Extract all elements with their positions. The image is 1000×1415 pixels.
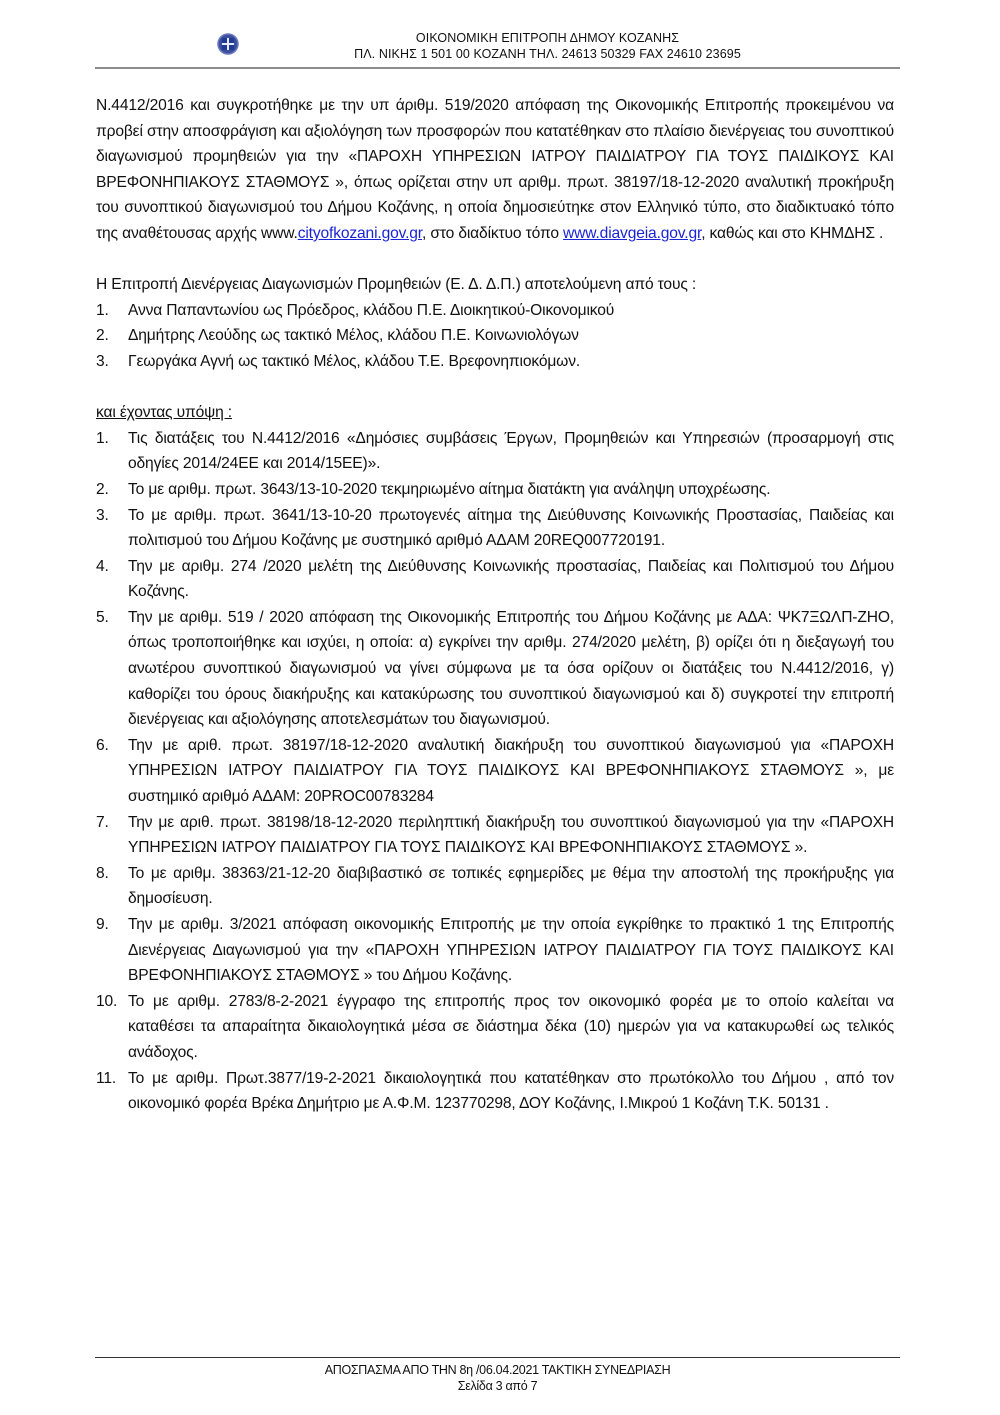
list-number: 5. — [96, 608, 109, 626]
member-text: Γεωργάκα Αγνή ως τακτικό Μέλος, κλάδου Τ.Ε. Βρεφονηπιοκόμων. — [128, 352, 581, 370]
list-number: 4. — [96, 557, 109, 575]
consideration-item — [96, 426, 894, 477]
list-number: 9. — [96, 916, 109, 933]
intro-text: Ν.4412/2016 και συγκροτήθηκε με την υπ άριθμ. 519/2020 απόφαση της Οικονομικής Επιτροπής προκειμένου να προβεί στην αποσφράγιση και αξιολόγηση των προσφορών που κατατέθηκαν στο πλαίσιο διενέργειας του συνοπτικού διαγωνισμού προμηθειών για την «ΠΑΡΟΧΗ ΥΠΗΡΕΣΙΩΝ ΙΑΤΡΟΥ ΠΑΙΔΙΑΤΡΟΥ ΓΙΑ ΤΟΥΣ ΠΑΙΔΙΚΟΥΣ ΚΑΙ ΒΡΕΦΟΝΗΠΙΑΚΟΥΣ ΣΤΑΘΜΟΥΣ », όπως ορίζεται στην υπ αριθμ. πρωτ. 38197/18-12-2020 αναλυτική προκήρυξη του συνοπτικού διαγωνισμού του Δήμου Κοζάνης, η οποία δημοσιεύτηκε στον Ελληνικό τύπο, στο διαδικτυακό τόπο της αναθέτουσας αρχής www. — [96, 97, 894, 242]
committee-member — [96, 349, 894, 375]
item-text: Το με αριθμ. 38363/21-12-20 διαβιβαστικό σε τοπικές εφημερίδες με θέμα την αποστολή της προκήρυξης για δημοσίευση. — [128, 864, 894, 908]
consideration-item — [96, 912, 894, 989]
list-number: 2. — [96, 327, 109, 345]
consideration-item — [96, 810, 894, 861]
item-text: Το με αριθμ. 2783/8-2-2021 έγγραφο της επιτροπής προς τον οικονομικό φορέα με το οποίο καλείται να καταθέσει τα απαραίτητα δικαιολογητικά μέσα σε διάστημα δέκα (10) ημερών για να κατακυρωθεί ως τελικός ανάδοχος. — [128, 992, 894, 1061]
member-text: Αννα Παπαντωνίου ως Πρόεδρος, κλάδου Π.Ε. Διοικητικού-Οικονομικού — [128, 301, 615, 319]
list-number: 3. — [96, 352, 109, 370]
list-number: 3. — [96, 506, 109, 524]
considerations-list — [96, 426, 894, 1117]
item-text: Την με αριθ. πρωτ. 38198/18-12-2020 περιληπτική διακήρυξη του συνοπτικού διαγωνισμού για την «ΠΑΡΟΧΗ ΥΠΗΡΕΣΙΩΝ ΙΑΤΡΟΥ ΠΑΙΔΙΑΤΡΟΥ ΓΙΑ ΤΟΥΣ ΠΑΙΔΙΚΟΥΣ ΚΑΙ ΒΡΕΦΟΝΗΠΙΑΚΟΥΣ ΣΤΑΘΜΟΥΣ ». — [128, 813, 894, 857]
page-footer — [95, 1362, 900, 1394]
item-text: Την με αριθμ. 3/2021 απόφαση οικονομικής Επιτροπής με την οποία εγκρίθηκε το πρακτικό 1 της Επιτροπής Διενέργειας Διαγωνισμού για την «ΠΑΡΟΧΗ ΥΠΗΡΕΣΙΩΝ ΙΑΤΡΟΥ ΠΑΙΔΙΑΤΡΟΥ ΓΙΑ ΤΟΥΣ ΠΑΙΔΙΚΟΥΣ ΚΑΙ ΒΡΕΦΟΝΗΠΙΑΚΟΥΣ ΣΤΑΘΜΟΥΣ » του Δήμου Κοζάνης. — [128, 916, 894, 985]
item-text: Την με αριθμ. 519 / 2020 απόφαση της Οικονομικής Επιτροπής του Δήμου Κοζάνης με ΑΔΑ: ΨΚ7ΞΩΛΠ-ΖΗΟ, όπως τροποποιήθηκε και ισχύει, η οποία: α) εγκρίνει την αριθμ. 274/2020 μελέτη, β) ορίζει ότι η διεξαγωγή του ανωτέρου συνοπτικού διαγωνισμού να γίνει σύμφωνα με τα όσα ορίζουν οι διατάξεις του Ν.4412/2016, γ) καθορίζει του όρους διακήρυξης και κατακύρωσης του συνοπτικού διαγωνισμού και δ) συγκροτεί την επιτροπή διενέργειας και αξιολόγησης αποτελεσμάτων του διαγωνισμού. — [128, 608, 894, 729]
list-number: 1. — [96, 429, 109, 447]
list-number: 6. — [96, 736, 109, 754]
list-number: 7. — [96, 813, 109, 831]
intro-text-end: , καθώς και στο ΚΗΜΔΗΣ . — [701, 224, 884, 242]
consideration-item — [96, 861, 894, 912]
consideration-item — [96, 477, 894, 503]
item-text: Την με αριθμ. 274 /2020 μελέτη της Διεύθυνσης Κοινωνικής προστασίας, Παιδείας και Πολιτισμού του Δήμου Κοζάνης. — [128, 557, 894, 601]
list-number: 1. — [96, 301, 109, 319]
consideration-item — [96, 605, 894, 733]
diavgeia-link[interactable]: www.diavgeia.gov.gr — [563, 224, 702, 242]
committee-heading: Η Επιτροπή Διενέργειας Διαγωνισμών Προμηθειών (Ε. Δ. Δ.Π.) αποτελούμενη από τους : — [96, 276, 697, 294]
item-text: Τις διατάξεις του Ν.4412/2016 «Δημόσιες συμβάσεις Έργων, Προμηθειών και Υπηρεσιών (προσαρμογή στις οδηγίες 2014/24ΕΕ και 2014/15ΕΕ)». — [128, 429, 894, 473]
intro-paragraph — [96, 93, 894, 247]
item-text: Το με αριθμ. πρωτ. 3643/13-10-2020 τεκμηριωμένο αίτημα διατάκτη για ανάληψη υποχρέωσης. — [128, 480, 771, 498]
cityofkozani-link[interactable]: cityofkozani.gov.gr — [297, 224, 422, 242]
footer-session-text: ΑΠΟΣΠΑΣΜΑ ΑΠΟ ΤΗΝ 8η /06.04.2021 ΤΑΚΤΙΚΗ ΣΥΝΕΔΡΙΑΣΗ — [324, 1363, 671, 1377]
organization-title: ΟΙΚΟΝΟΜΙΚΗ ΕΠΙΤΡΟΠΗ ΔΗΜΟΥ ΚΟΖΑΝΗΣ — [415, 31, 680, 45]
document-body — [96, 93, 894, 1117]
committee-members-list — [96, 298, 894, 375]
organization-address: ΠΛ. ΝΙΚΗΣ 1 501 00 ΚΟΖΑΝΗ ΤΗΛ. 24613 50329 FAX 24610 23695 — [354, 47, 741, 61]
letterhead — [95, 27, 900, 69]
consideration-item — [96, 989, 894, 1066]
item-text: Την με αριθ. πρωτ. 38197/18-12-2020 αναλυτική διακήρυξη του συνοπτικού διαγωνισμού για «ΠΑΡΟΧΗ ΥΠΗΡΕΣΙΩΝ ΙΑΤΡΟΥ ΠΑΙΔΙΑΤΡΟΥ ΓΙΑ ΤΟΥΣ ΠΑΙΔΙΚΟΥΣ ΚΑΙ ΒΡΕΦΟΝΗΠΙΑΚΟΥΣ ΣΤΑΘΜΟΥΣ », με συστημικό αριθμό ΑΔΑΜ: 20PROC00783284 — [128, 736, 894, 806]
consideration-item — [96, 503, 894, 554]
consideration-item — [96, 1066, 894, 1117]
considerations-heading: και έχοντας υπόψη : — [96, 404, 232, 422]
header-divider — [95, 67, 900, 69]
committee-member — [96, 298, 894, 324]
list-number: 2. — [96, 480, 109, 498]
intro-text-between: , στο διαδίκτυο τόπο — [422, 224, 564, 242]
member-text: Δημήτρης Λεούδης ως τακτικό Μέλος, κλάδου Π.Ε. Κοινωνιολόγων — [128, 327, 579, 345]
letterhead-text — [95, 30, 900, 62]
item-text: Το με αριθμ. πρωτ. 3641/13-10-20 πρωτογενές αίτημα της Διεύθυνσης Κοινωνικής Προστασίας, Παιδείας και πολιτισμού του Δήμου Κοζάνης με συστημικό αριθμό ΑΔΑΜ 20REQ007720191. — [128, 506, 894, 550]
consideration-item — [96, 554, 894, 605]
item-text: Το με αριθμ. Πρωτ.3877/19-2-2021 δικαιολογητικά που κατατέθηκαν στο πρωτόκολλο του Δήμου , από τον οικονομικό φορέα Βρέκα Δημήτριο με Α.Φ.Μ. 123770298, ΔΟΥ Κοζάνης, Ι.Μικρού 1 Κοζάνη Τ.Κ. 50131 . — [128, 1069, 894, 1113]
footer-divider — [95, 1357, 900, 1358]
list-number: 8. — [96, 864, 109, 882]
committee-member — [96, 323, 894, 349]
page-number: Σελίδα 3 από 7 — [457, 1379, 538, 1393]
list-number: 10. — [96, 992, 118, 1010]
list-number: 11. — [96, 1069, 117, 1087]
consideration-item — [96, 733, 894, 810]
